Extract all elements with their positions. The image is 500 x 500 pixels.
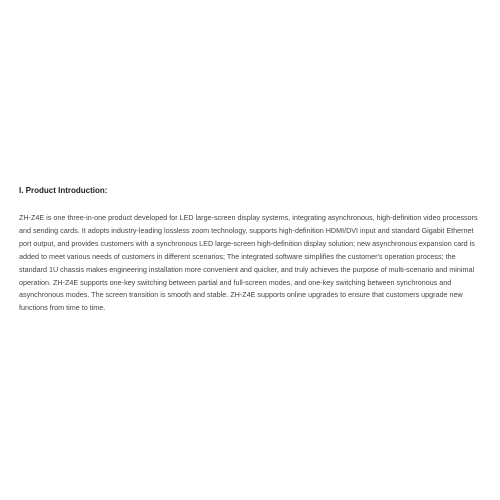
document-content: [19, 186, 485, 315]
product-introduction-paragraph: ZH-Z4E is one three-in-one product developed for LED large-screen display systems, integrating asynchronous, high-definition video processors and sending cards. It adopts industry-leading lossless zoom technology, supports high-definition HDMI/DVI input and standard Gigabit Ethernet port output, and provides customers with a synchronous LED large-screen high-definition display solution; new asynchronous expansion card is added to meet various needs of customers in different scenarios; The integrated software simplifies the customer's operation process; the standard 1U chassis makes engineering installation more convenient and quicker, and truly achieves the purpose of multi-scenario and minimal operation. ZH-Z4E supports one-key switching between partial and full-screen modes, and one-key switching between synchronous and asynchronous modes. The screen transition is smooth and stable. ZH-Z4E supports online upgrades to ensure that customers upgrade new functions from time to time.: [19, 213, 478, 313]
section-heading: I. Product Introduction:: [19, 186, 108, 195]
